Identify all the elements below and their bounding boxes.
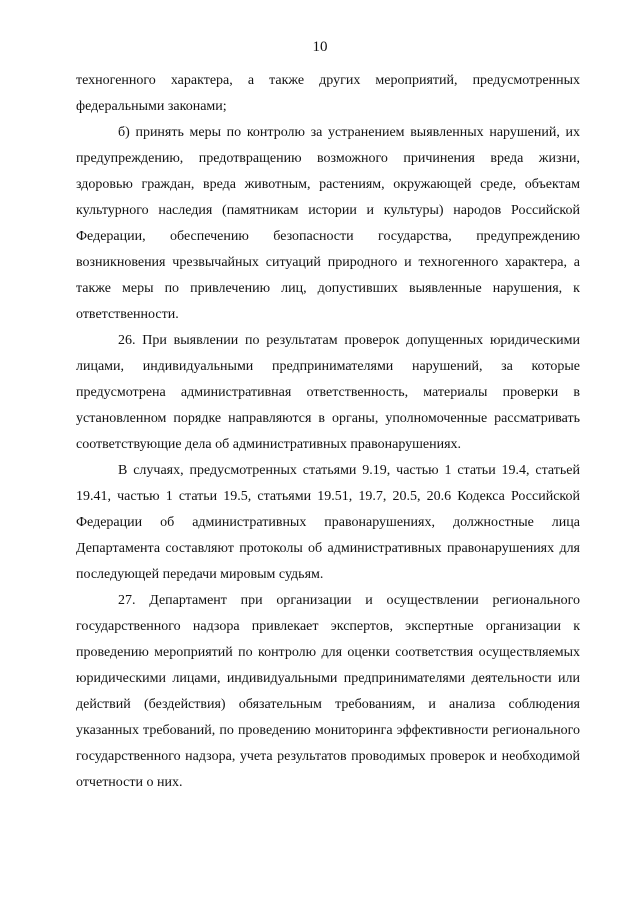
document-body [76, 68, 580, 796]
paragraph-continuation: техногенного характера, а также других мероприятий, предусмотренных федеральными законами; [76, 73, 580, 114]
paragraph-27: 27. Департамент при организации и осуществлении регионального государственного надзора привлекает экспертов, экспертные организации к проведению мероприятий по контролю для оценки соответствия осуществляемых юридическими лицами, индивидуальными предпринимателями деятельности или действий (бездействия) обязательным требованиям, и анализа соблюдения указанных требований, по проведению мониторинга эффективности регионального государственного надзора, учета результатов проводимых проверок и необходимой отчетности о них. [76, 593, 580, 790]
page-number: 10 [312, 39, 328, 55]
paragraph-cases: В случаях, предусмотренных статьями 9.19, частью 1 статьи 19.4, статьей 19.41, частью 1 статьи 19.5, статьями 19.51, 19.7, 20.5, 20.6 Кодекса Российской Федерации об административных правонарушениях, должностные лица Департамента составляют протоколы об административных правонарушениях для последующей передачи мировым судьям. [76, 463, 580, 582]
paragraph-26: 26. При выявлении по результатам проверок допущенных юридическими лицами, индивидуальными предпринимателями нарушений, за которые предусмотрена административная ответственность, материалы проверки в установленном порядке направляются в органы, уполномоченные рассматривать соответствующие дела об административных правонарушениях. [76, 333, 580, 452]
paragraph-b: б) принять меры по контролю за устранением выявленных нарушений, их предупреждению, предотвращению возможного причинения вреда жизни, здоровью граждан, вреда животным, растениям, окружающей среде, объектам культурного наследия (памятникам истории и культуры) народов Российской Федерации, обеспечению безопасности государства, предупреждению возникновения чрезвычайных ситуаций природного и техногенного характера, а также меры по привлечению лиц, допустивших выявленные нарушения, к ответственности. [76, 125, 580, 322]
